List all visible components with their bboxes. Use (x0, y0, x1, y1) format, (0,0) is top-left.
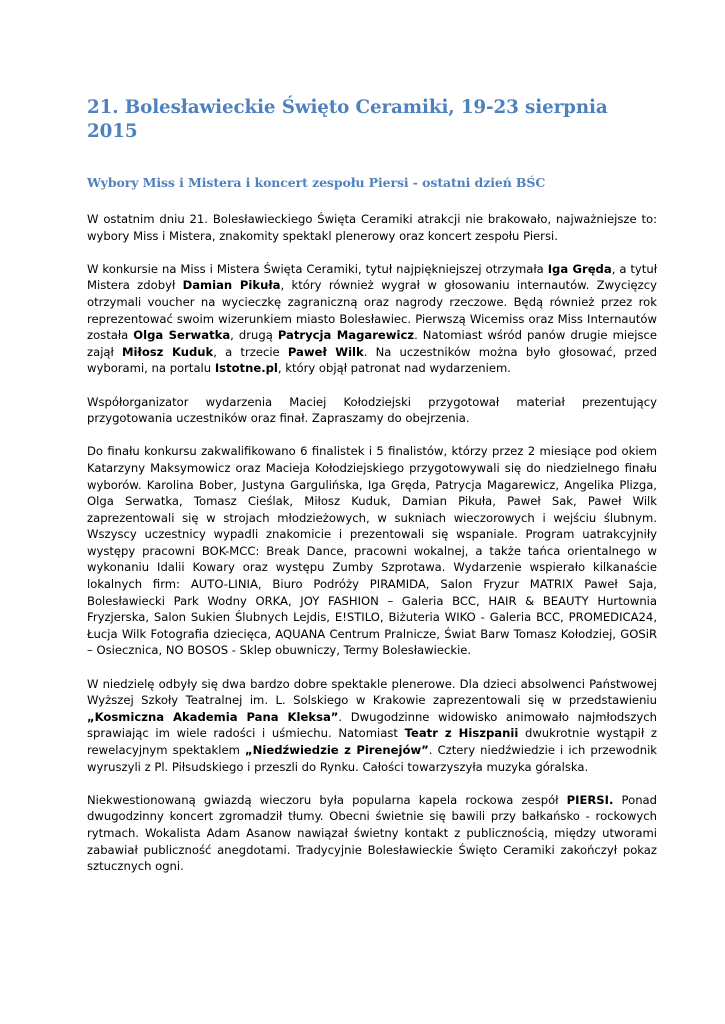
paragraph-concert: Niekwestionowaną gwiazdą wieczoru była popularna kapela rockowa zespół PIERSI. Ponad dwugodzinny koncert zgromadził tłumy. Obecni świetnie się bawili przy bałkańsko - rockowych rytmach. Wokalista Adam Asanow nawiązał świetny kontakt z publicznością, między utworami zabawiał publiczność anegdotami. Tradycyjnie Bolesławieckie Święto Ceramiki zakończył pokaz sztucznych ogni. (87, 792, 658, 874)
band-piersi: PIERSI. (566, 792, 614, 807)
paragraph-intro: W ostatnim dniu 21. Bolesławieckiego Święta Ceramiki atrakcji nie brakowało, najważniejsze to: wybory Miss i Mistera, znakomity spektakl plenerowy oraz koncert zespołu Piersi. (87, 212, 657, 243)
third-mister: Paweł Wilk (287, 344, 364, 359)
show-kosmiczna-akademia: „Kosmiczna Akademia Pana Kleksa” (87, 709, 339, 724)
paragraph-finalists: Do finału konkursu zakwalifikowano 6 finalistek i 5 finalistów, którzy przez 2 miesiące pod okiem Katarzyny Maksymowicz oraz Macieja Kołodziejskiego przygotowywali się do niedzielnego finału wyborów. Karolina Bober, Justyna Gargulińska, Iga Gręda, Patrycja Magarewicz, Angelika Plizga, Olga Serwatka, Tomasz Cieślak, Miłosz Kuduk, Damian Pikuła, Paweł Sak, Paweł Wilk zaprezentowali się w strojach młodzieżowych, w sukniach wieczorowych i wejściu ślubnym. Wszyscy uczestnicy wypadli znakomicie i prezentowali się wspaniale. Program uatrakcyjniły występy pracowni BOK-MCC: Break Dance, pracowni wokalnej, a także tańca orientalnego w wykonaniu Idalii Kowary oraz występu Zumby Szprotawa. Wydarzenie wspierało kilkanaście lokalnych firm: AUTO-LINIA, Biuro Podróży PIRAMIDA, Salon Fryzur MATRIX Paweł Saja, Bolesławiecki Park Wodny ORKA, JOY FASHION – Galeria BCC, HAIR & BEAUTY Hurtownia Fryzjerska, Salon Sukien Ślubnych Lejdis, E!STILO, Biżuteria WIKO - Galeria BCC, PROMEDICA24, Łucja Wilk Fotografia dziecięca, AQUANA Centrum Pralnicze, Świat Barw Tomasz Kołodziej, GOSiR – Osiecznica, NO BOSOS - Sklep obuwniczy, Termy Bolesławieckie. (87, 444, 657, 658)
article-subtitle: Wybory Miss i Mistera i koncert zespołu Piersi - ostatni dzień BŚC (87, 175, 546, 190)
portal-name: Istotne.pl (214, 361, 278, 376)
winner-mister: Damian Pikuła (182, 278, 281, 293)
paragraph-coorganizer: Współorganizator wydarzenia Maciej Kołodziejski przygotował materiał prezentujący przygotowania uczestników oraz finał. Zapraszamy do obejrzenia. (87, 394, 657, 426)
show-niedzwiedzie: „Niedźwiedzie z Pirenejów” (245, 743, 429, 757)
first-vice-miss: Olga Serwatka (133, 328, 231, 343)
second-vice-miss: Patrycja Magarewicz (277, 328, 415, 343)
page-title: 21. Bolesławieckie Święto Ceramiki, 19-23 sierpnia 2015 (87, 97, 608, 142)
article (87, 96, 657, 875)
paragraph-performances: W niedzielę odbyły się dwa bardzo dobre spektakle plenerowe. Dla dzieci absolwenci Państwowej Wyższej Szkoły Teatralnej im. L. Solskiego w Krakowie zaprezentowali się w przedstawieniu „Kosmiczna Akademia Pana Kleksa”. Dwugodzinne widowisko animowało najmłodszych sprawiając im wiele radości i uśmiechu. Natomiast Teatr z Hiszpanii dwukrotnie wystąpił z rewelacyjnym spektaklem „Niedźwiedzie z Pirenejów”. Cztery niedźwiedzie i ich przewodnik wyruszyli z Pl. Piłsudskiego i przeszli do Rynku. Całości towarzyszyła muzyka góralska. (87, 676, 658, 774)
second-mister: Miłosz Kuduk (122, 344, 214, 359)
paragraph-contest-results: W konkursie na Miss i Mistera Święta Ceramiki, tytuł najpiękniejszej otrzymała Iga Gręda, a tytuł Mistera zdobył Damian Pikuła, który również wygrał w głosowaniu internautów. Zwycięzcy otrzymali voucher na wycieczkę zagraniczną oraz nagrody rzeczowe. Będą również przez rok reprezentować swoim wizerunkiem miasto Bolesławiec. Pierwszą Wicemiss oraz Miss Internautów została Olga Serwatka, drugą Patrycja Magarewicz. Natomiast wśród panów drugie miejsce zajął Miłosz Kuduk, a trzecie Paweł Wilk. Na uczestników można było głosować, przed wyborami, na portalu Istotne.pl, który objął patronat nad wydarzeniem. (87, 261, 658, 376)
theatre-spain: Teatr z Hiszpanii (404, 726, 519, 741)
winner-miss: Iga Gręda (547, 261, 612, 276)
